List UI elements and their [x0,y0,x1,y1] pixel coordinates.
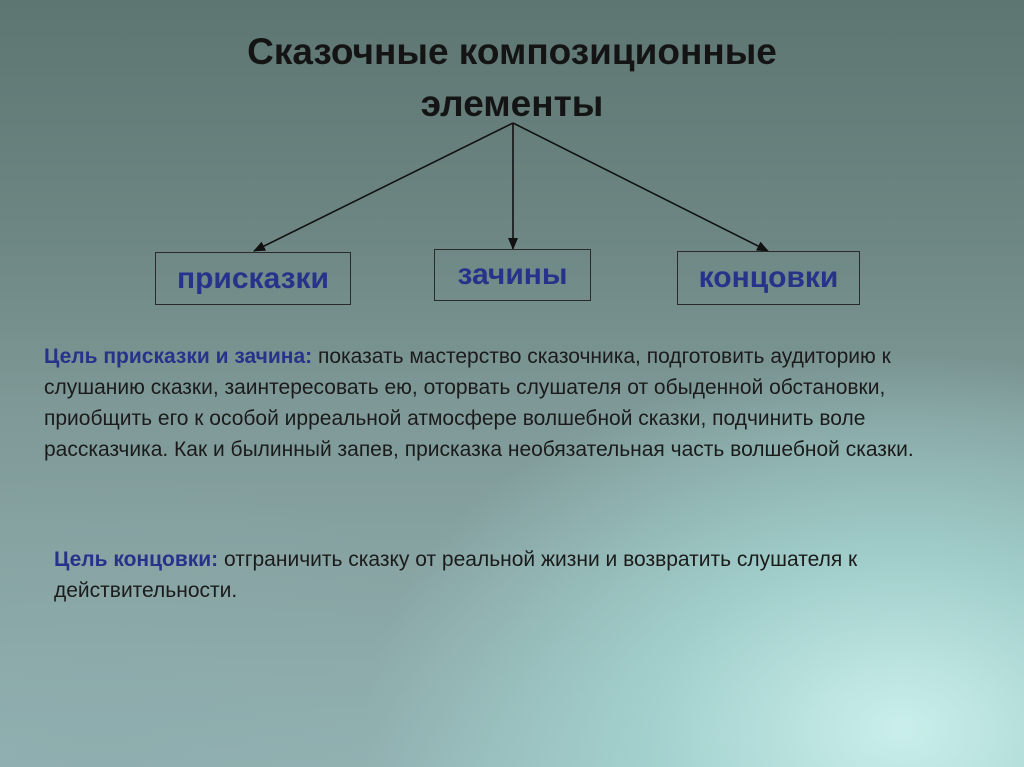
paragraph-kontsovka-goal [54,544,954,606]
arrow-to-kontsovki [513,123,768,251]
title-line-1: Сказочные композиционные [247,31,777,72]
paragraph-kontsovka-text: отграничить сказку от реальной жизни и возвратить слушателя к действительности. [54,548,858,602]
box-zachiny-label: зачины [457,258,568,291]
paragraph-priskazka-label: Цель присказки и зачина: [44,345,313,368]
box-zachiny [434,249,591,301]
box-priskazki [155,252,351,305]
title-line-2: элементы [420,83,604,124]
box-priskazki-label: присказки [176,261,329,295]
box-kontsovki-label: концовки [698,261,839,294]
paragraph-kontsovka-label: Цель концовки: [54,548,219,571]
box-kontsovki [677,251,860,305]
paragraph-priskazka-goal [44,341,984,465]
paragraph-priskazka-text: показать мастерство сказочника, подготовить аудиторию к слушанию сказки, заинтересовать ею, оторвать слушателя от обыденной обстановки, приобщить его к особой ирреальной атмосфере волшебной сказки, подчинить воле рассказчика. Как и былинный запев, присказка необязательная часть волшебной сказки. [44,345,914,461]
arrow-to-priskazki [254,123,513,251]
